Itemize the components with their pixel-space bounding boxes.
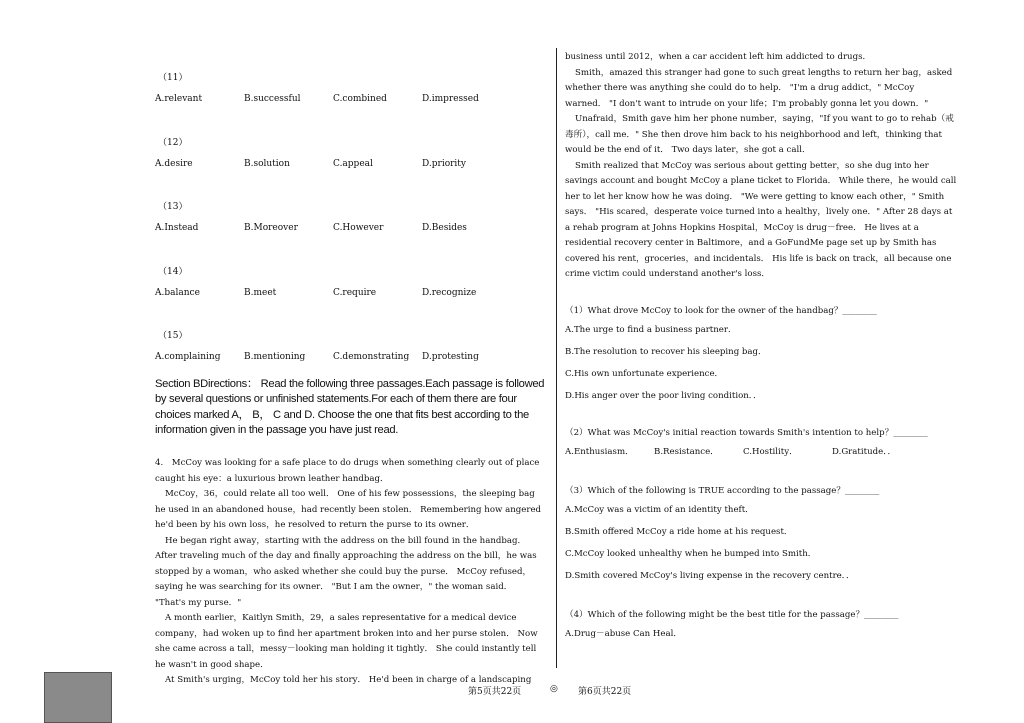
option-row [155, 221, 545, 235]
comprehension-question-2 [565, 425, 957, 463]
option-row [565, 441, 957, 463]
option-d: D.priority [422, 158, 466, 169]
paragraph: He began right away，starting with the address on the bill found in the handbag． After traveling much of the day and finally approaching the address on the bill，he was stopped by a woman，who asked whether she could buy the purse． McCoy refused，saying he was searching for its owner． "But I am the owner，" the woman said． "That's my purse．" [155, 535, 537, 608]
question-14 [155, 266, 545, 331]
comprehension-question-1 [565, 303, 957, 407]
question-stem: （3）Which of the following is TRUE according to the passage？________ [565, 485, 880, 496]
option-d: D.protesting [422, 352, 479, 362]
option-c: C.McCoy looked unhealthy when he bumped into Smith． [565, 548, 817, 559]
option-b: B.The resolution to recover his sleeping bag． [565, 346, 767, 357]
option-d: D.Besides [422, 223, 467, 233]
option-row [155, 350, 545, 364]
page-number-left: 第5页共22页 [468, 687, 522, 697]
option-c: C.Hostility． [743, 446, 798, 457]
option-b: B.mentioning [244, 352, 306, 362]
question-15 [155, 330, 545, 377]
paragraph: Smith realized that McCoy was serious about getting better，so she dug into her savings account and bought McCoy a plane ticket to Florida． While there，he would call her to let her know how he was doing． "We were getting to know each other，" Smith says． "His scared，desperate voice turned into a healthy，lively one．" After 28 days at a rehab program at Johns Hopkins Hospital，McCoy is drug－free． He lives at a residential recovery center in Baltimore，and a GoFundMe page set up by Smith has covered his rent，groceries，and incidentals． His life is back on track，all because one crime victim could understand another's loss． [565, 160, 957, 279]
question-number: （12） [158, 137, 188, 148]
option-b: B.Smith offered McCoy a ride home at his request． [565, 526, 793, 537]
option-d: D.Smith covered McCoy's living expense in the recovery centre．． [565, 570, 855, 581]
option-c: C.require [333, 287, 377, 298]
right-column [565, 50, 957, 645]
option-b: B.Moreover [244, 223, 298, 233]
option-b: B.meet [244, 287, 277, 298]
paragraph: At Smith's urging，McCoy told her his story． He'd been in charge of a landscaping [165, 675, 532, 686]
question-stem: （1）What drove McCoy to look for the owner of the handbag？________ [565, 305, 877, 316]
option-c: C.demonstrating [333, 352, 410, 362]
passage-left [155, 456, 545, 689]
option-c: C.However [333, 223, 384, 233]
paragraph: Unafraid，Smith gave him her phone number，saying，"If you want to go to rehab（戒毒所），call me．" She then drove him back to his neighborhood and left，thinking that would be the end of it． Two days later，she got a call． [565, 114, 954, 155]
option-d: D.impressed [422, 94, 479, 104]
section-b-directions: Section BDirections： Read the following three passages.Each passage is followed by several questions or unfinished statements.For each of them there are four choices marked A， B， C and D. Choose the one that fits best according to the information given in the passage you have just read. [155, 378, 545, 436]
comprehension-question-3 [565, 483, 957, 587]
option-a: A.desire [155, 158, 193, 169]
question-13 [155, 201, 545, 266]
paragraph: 4. McCoy was looking for a safe place to do drugs when something clearly out of place caught his eye：a luxurious brown leather handbag． [155, 458, 540, 484]
question-number: （11） [158, 73, 188, 83]
paragraph: McCoy，36，could relate all too well． One of his few possessions，the sleeping bag he used in an abandoned house，had recently been stolen． Remembering how angered he'd been by his own loss，he resolved to return the purse to its owner． [155, 489, 542, 531]
passage-right [565, 50, 957, 283]
question-stem: （2）What was McCoy's initial reaction towards Smith's intention to help？________ [565, 427, 928, 438]
option-a: A.Drug－abuse Can Heal． [565, 628, 682, 639]
option-d: D.recognize [422, 287, 477, 298]
option-a: A.relevant [155, 94, 203, 104]
option-d: D.His anger over the poor living condition．． [565, 390, 762, 401]
question-number: （15） [158, 331, 188, 341]
option-a: A.McCoy was a victim of an identity theft． [565, 504, 754, 515]
option-row [155, 157, 545, 171]
option-b: B.Resistance． [654, 446, 719, 457]
comprehension-question-4 [565, 607, 957, 645]
paragraph: Smith，amazed this stranger had gone to such great lengths to return her bag，asked whether there was anything she could do to help． "I'm a drug addict，" McCoy warned． "I don't want to intrude on your life；I'm probably gonna let you down．" [565, 67, 953, 109]
paragraph: A month earlier，Kaitlyn Smith，29，a sales representative for a medical device company，had woken up to find her apartment broken into and her purse stolen． Now she came across a tall，messy－looking man holding it tightly． She could instantly tell he wasn't in good shape． [155, 613, 538, 670]
option-b: B.solution [244, 158, 290, 169]
page-separator-icon: ◎ [550, 684, 558, 694]
option-a: A.complaining [155, 352, 221, 362]
option-a: A.The urge to find a business partner． [565, 324, 737, 335]
option-c: C.appeal [333, 158, 373, 169]
question-11 [155, 72, 545, 137]
option-a: A.balance [155, 287, 200, 298]
option-c: C.His own unfortunate experience． [565, 368, 724, 379]
question-stem: （4）Which of the following might be the best title for the passage？________ [565, 609, 899, 620]
left-column [155, 72, 545, 689]
option-a: A.Instead [155, 223, 199, 233]
option-b: B.successful [244, 94, 301, 104]
page-number-right: 第6页共22页 [578, 687, 632, 697]
question-number: （14） [158, 266, 188, 277]
column-divider [556, 48, 557, 668]
option-c: C.combined [333, 94, 387, 104]
gray-block [44, 672, 112, 723]
question-number: （13） [158, 202, 188, 212]
question-12 [155, 137, 545, 202]
option-row [155, 286, 545, 300]
paragraph: business until 2012，when a car accident left him addicted to drugs． [565, 52, 872, 62]
option-row [155, 92, 545, 106]
option-a: A.Enthusiasm． [565, 446, 634, 457]
option-d: D.Gratitude．． [832, 446, 897, 457]
